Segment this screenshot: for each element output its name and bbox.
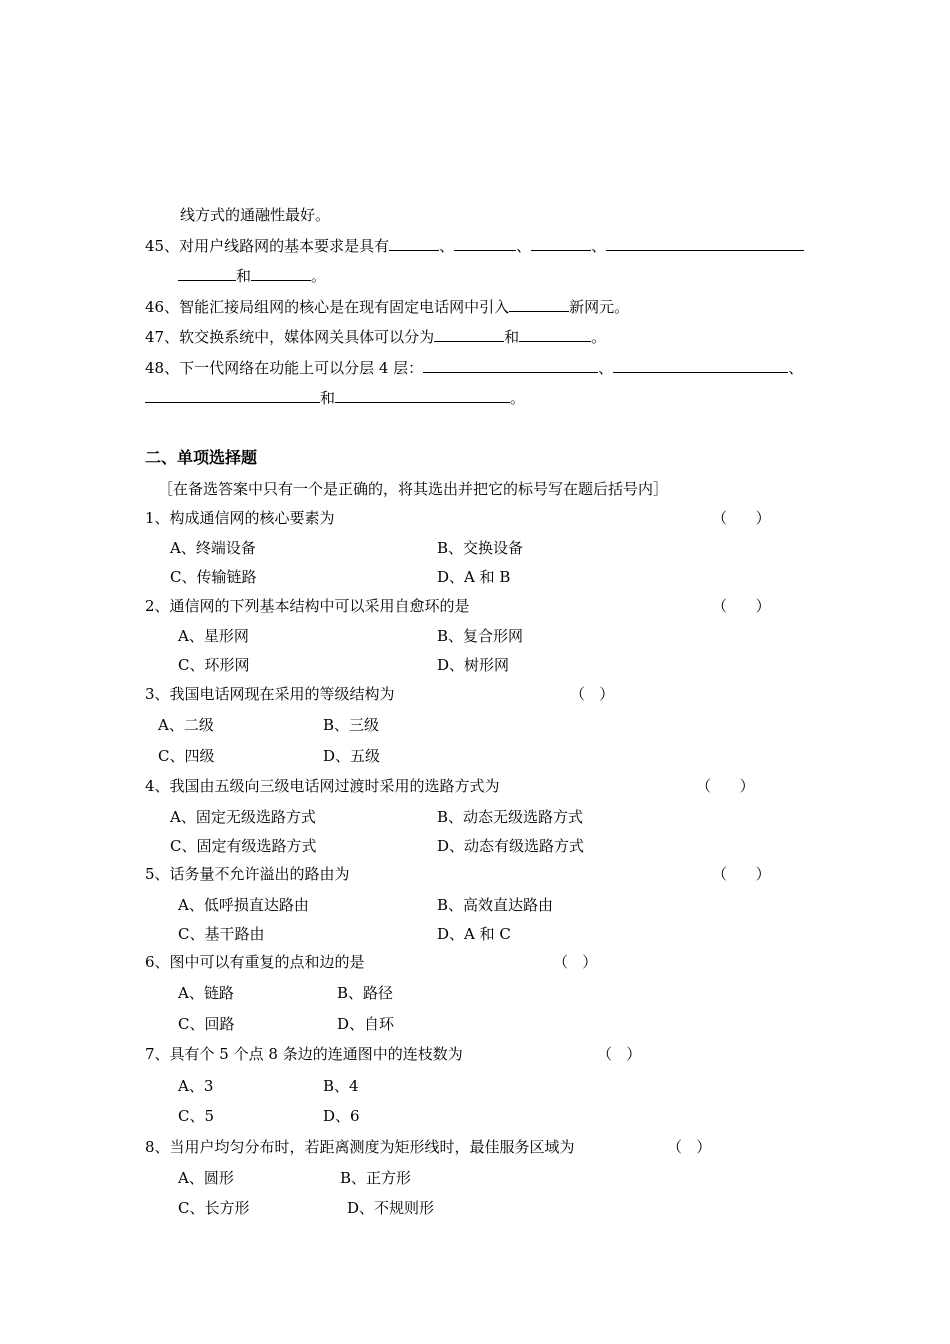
q45-blank-1[interactable] [389,236,439,251]
question-1-option-b[interactable]: B、交换设备 [437,539,524,557]
question-7-option-a[interactable]: A、3 [178,1077,214,1095]
question-8-stem: 8、当用户均匀分布时，若距离测度为矩形线时，最佳服务区域为 [145,1138,575,1156]
q48-blank-1[interactable] [423,358,598,373]
q45-sep-3: 、 [591,237,607,255]
q46-blank[interactable] [509,297,569,312]
q48-line1 [145,358,803,378]
question-6-stem: 6、图中可以有重复的点和边的是 [145,953,365,971]
question-4-option-c[interactable]: C、固定有级选路方式 [170,837,317,855]
question-2-answer-paren[interactable]: （ ） [712,597,771,615]
question-8-option-b[interactable]: B、正方形 [340,1169,412,1187]
q45-blank-3[interactable] [531,236,591,251]
q45-blank-5[interactable] [178,266,236,281]
q48-sep-2: 、 [788,359,804,377]
q45-blank-2[interactable] [454,236,516,251]
question-6-option-a[interactable]: A、链路 [178,984,234,1002]
q48-sep-1: 、 [598,359,614,377]
q45-blank-4[interactable] [606,236,804,251]
question-7-option-c[interactable]: C、5 [178,1107,215,1125]
question-3-option-c[interactable]: C、四级 [158,747,215,765]
q48-line2 [145,388,525,408]
question-1-option-d[interactable]: D、A 和 B [437,568,511,586]
question-5-option-b[interactable]: B、高效直达路由 [437,896,554,914]
q44-tail-text: 线方式的通融性最好。 [180,206,331,224]
question-4-stem: 4、我国由五级向三级电话网过渡时采用的选路方式为 [145,777,500,795]
question-3-answer-paren[interactable]: （ ） [570,685,615,703]
question-8-answer-paren[interactable]: （ ） [667,1138,712,1156]
q46-end: 新网元。 [569,298,630,316]
q48-blank-2[interactable] [613,358,788,373]
question-8-option-a[interactable]: A、圆形 [178,1169,234,1187]
question-1-stem: 1、构成通信网的核心要素为 [145,509,335,527]
question-2-option-c[interactable]: C、环形网 [178,656,250,674]
q45-sep-2: 、 [516,237,532,255]
q45-line2 [178,266,326,286]
question-7-option-b[interactable]: B、4 [323,1077,359,1095]
question-6-answer-paren[interactable]: （ ） [553,953,598,971]
question-8-option-d[interactable]: D、不规则形 [347,1199,435,1217]
q47-line [145,327,606,347]
question-8-option-c[interactable]: C、长方形 [178,1199,250,1217]
question-5-option-d[interactable]: D、A 和 C [437,925,511,943]
section2-title: 二、单项选择题 [145,448,258,467]
q48-end: 。 [510,389,526,407]
question-3-option-d[interactable]: D、五级 [323,747,381,765]
q44-tail [180,205,330,225]
q47-end: 。 [591,328,607,346]
question-6-option-c[interactable]: C、回路 [178,1015,235,1033]
question-2-stem: 2、通信网的下列基本结构中可以采用自愈环的是 [145,597,470,615]
q46-text: 46、智能汇接局组网的核心是在现有固定电话网中引入 [145,298,510,316]
q45-line1 [145,236,804,256]
question-4-option-b[interactable]: B、动态无级选路方式 [437,808,584,826]
section2-instruction: ［在备选答案中只有一个是正确的，将其选出并把它的标号写在题后括号内］ [158,480,669,498]
question-5-stem: 5、话务量不允许溢出的路由为 [145,865,350,883]
q45-sep-1: 、 [439,237,455,255]
q47-and: 和 [504,328,520,346]
question-3-stem: 3、我国电话网现在采用的等级结构为 [145,685,395,703]
question-5-option-a[interactable]: A、低呼损直达路由 [178,896,309,914]
question-2-option-b[interactable]: B、复合形网 [437,627,524,645]
question-1-answer-paren[interactable]: （ ） [712,509,771,527]
q48-blank-4[interactable] [335,388,510,403]
question-3-option-b[interactable]: B、三级 [323,716,380,734]
question-4-option-a[interactable]: A、固定无级选路方式 [170,808,316,826]
question-7-stem: 7、具有个 5 个点 8 条边的连通图中的连枝数为 [145,1045,463,1063]
q45-text: 45、对用户线路网的基本要求是具有 [145,237,390,255]
question-6-option-b[interactable]: B、路径 [337,984,394,1002]
q48-and: 和 [320,389,336,407]
question-6-option-d[interactable]: D、自环 [337,1015,395,1033]
question-4-answer-paren[interactable]: （ ） [696,777,755,795]
q47-text: 47、软交换系统中，媒体网关具体可以分为 [145,328,435,346]
q45-blank-6[interactable] [251,266,311,281]
question-1-option-c[interactable]: C、传输链路 [170,568,257,586]
q47-blank-1[interactable] [434,327,504,342]
question-7-answer-paren[interactable]: （ ） [597,1045,642,1063]
question-5-answer-paren[interactable]: （ ） [712,865,771,883]
question-2-option-a[interactable]: A、星形网 [178,627,249,645]
q47-blank-2[interactable] [519,327,591,342]
question-7-option-d[interactable]: D、6 [323,1107,360,1125]
question-1-option-a[interactable]: A、终端设备 [170,539,256,557]
question-4-option-d[interactable]: D、动态有级选路方式 [437,837,585,855]
q46-line [145,297,629,317]
question-3-option-a[interactable]: A、二级 [158,716,214,734]
q48-text: 48、下一代网络在功能上可以分层 4 层： [145,359,424,377]
question-2-option-d[interactable]: D、树形网 [437,656,510,674]
q45-end: 。 [311,267,327,285]
q45-and: 和 [236,267,252,285]
q48-blank-3[interactable] [145,388,320,403]
question-5-option-c[interactable]: C、基干路由 [178,925,265,943]
